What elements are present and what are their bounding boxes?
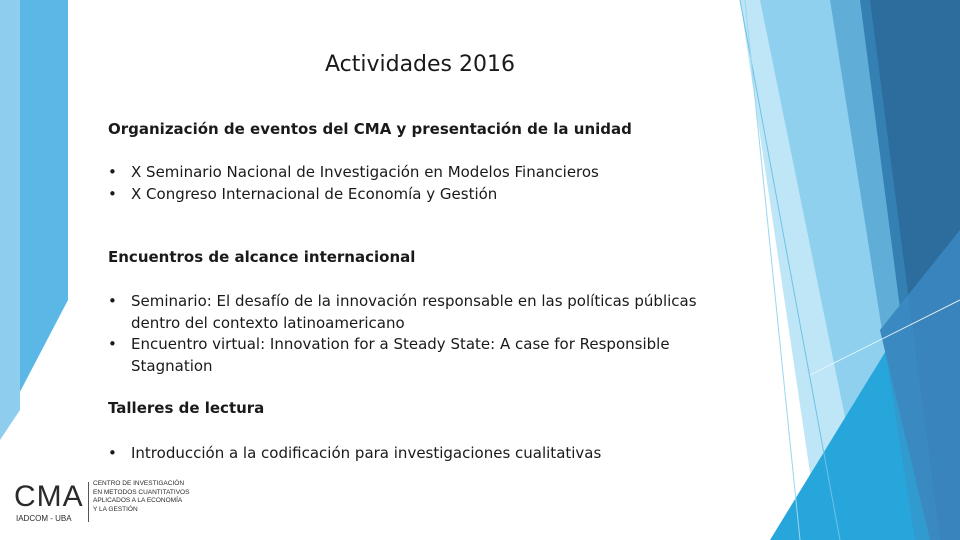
- list-item: • Encuentro virtual: Innovation for a Steady State: A case for Responsible Stagnation: [108, 335, 670, 375]
- bullet-list-eventos: [108, 162, 748, 205]
- bullet-icon: •: [108, 335, 117, 353]
- bullet-icon: •: [108, 163, 117, 181]
- section-heading-eventos: Organización de eventos del CMA y presentación de la unidad: [108, 120, 632, 138]
- bullet-list-encuentros: [108, 291, 748, 377]
- list-item: • Seminario: El desafío de la innovación responsable en las políticas públicas dentro del contexto latinoamericano: [108, 292, 697, 332]
- bullet-list-talleres: [108, 443, 748, 465]
- slide-title: Actividades 2016: [324, 52, 516, 77]
- logo-subtitle: IADCOM - UBA: [16, 514, 72, 523]
- section-heading-talleres: Talleres de lectura: [108, 399, 265, 417]
- section-heading-encuentros: Encuentros de alcance internacional: [108, 248, 416, 266]
- list-item: • X Seminario Nacional de Investigación en Modelos Financieros: [108, 162, 748, 184]
- list-item: • X Congreso Internacional de Economía y Gestión: [108, 184, 748, 206]
- bullet-icon: •: [108, 292, 117, 310]
- bullet-icon: •: [108, 444, 117, 462]
- list-item: • Introducción a la codificación para investigaciones cualitativas: [108, 443, 748, 465]
- cma-logo: [14, 480, 204, 524]
- logo-description: CENTRO DE INVESTIGACIÓN EN METODOS CUANTITATIVOS APLICADOS A LA ECONOMÍA Y LA GESTIÓN: [93, 480, 190, 513]
- bullet-icon: •: [108, 184, 117, 203]
- logo-acronym: CMA: [14, 480, 84, 513]
- logo-divider: [88, 482, 89, 522]
